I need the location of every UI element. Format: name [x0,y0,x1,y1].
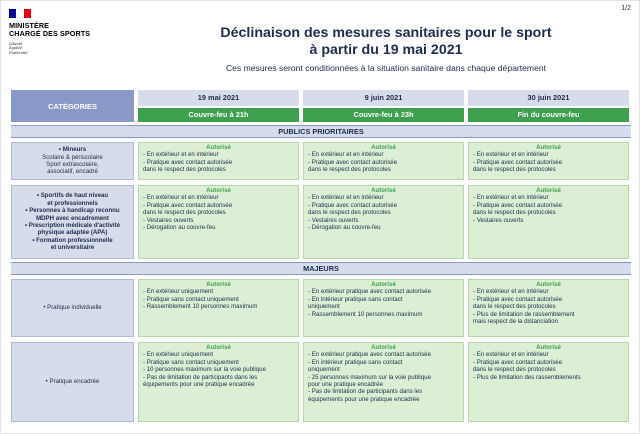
measure-cell [468,279,629,337]
measure-cell [303,142,464,180]
measure-cell [303,279,464,337]
measure-cell [468,142,629,180]
page-number: 1/2 [621,5,631,12]
measure-text: - En extérieur et en intérieur - Pratique avec contact autorisée dans le respect des protocoles - Plus de limitation des rassemblements [473,351,581,381]
measure-text: - En extérieur et en intérieur - Pratique avec contact autorisée dans le respect des protocoles [473,151,563,174]
measure-cell [468,342,629,422]
measure-text: - En extérieur pratique avec contact autorisée - En intérieur pratique sans contact uniquement - 25 personnes maximum sur la voie publique pour une pratique encadrée - Pas de limitation de participants dans les équipements pour une pratique encadrée [308,351,431,403]
table-row [11,279,631,337]
measure-text: - En extérieur uniquement - Pratique sans contact uniquement - 10 personnes maximum sur la voie publique - Pas de limitation de participants dans les équipements pour une pratique encadrée [143,351,266,389]
status-label: Autorisé [206,344,231,351]
logo-line-1: MINISTÈRE [9,21,50,30]
status-label: Autorisé [536,187,561,194]
status-label: Autorisé [536,344,561,351]
measure-text: - En extérieur et en intérieur - Pratique avec contact autorisée dans le respect des protocoles [143,151,233,174]
measure-text: - En extérieur et en intérieur - Pratique avec contact autorisée dans le respect des protocoles - Vestaires ouverts - Dérogation au couvre-feu [143,194,233,232]
page-subtitle: Ces mesures seront conditionnées à la situation sanitaire dans chaque département [225,63,547,73]
categories-header: CATÉGORIES [11,90,134,122]
column-header-2 [303,90,464,122]
status-label: Autorisé [371,281,396,288]
measure-cell [138,185,299,259]
measure-text: - En extérieur et en intérieur - Pratique avec contact autorisée dans le respect des protocoles [308,151,398,174]
logo-motto: Liberté Égalité Fraternité [9,42,28,55]
date-label: 19 mai 2021 [138,90,299,106]
status-label: Autorisé [206,187,231,194]
measure-cell [138,279,299,337]
status-label: Autorisé [536,144,561,151]
status-label: Autorisé [206,144,231,151]
table-row [11,185,631,259]
curfew-label: Fin du couvre-feu [468,108,629,122]
table-row [11,342,631,422]
measure-cell [303,342,464,422]
logo-line-2: CHARGÉ DES SPORTS [9,29,91,38]
curfew-label: Couvre-feu à 21h [138,108,299,122]
section-header-publics-prioritaires: PUBLICS PRIORITAIRES [11,125,631,138]
measure-text: - En extérieur uniquement - Pratique sans contact uniquement - Rassemblement 10 personnes maximum [143,288,258,311]
category-cell: • Sportifs de haut niveau et professionnels • Personnes à handicap reconnu MDPH avec encadrement • Prescription médicale d'activité physique adaptée (APA) • Formation professionnelle et universitaire [11,185,134,259]
category-cell: • Pratique encadrée [11,342,134,422]
ministry-logo [9,9,129,55]
measures-table [11,90,631,422]
date-label: 30 juin 2021 [468,90,629,106]
measure-text: - En extérieur pratique avec contact autorisée - En intérieur pratique sans contact uniquement - Rassemblement 10 personnes maximum [308,288,431,318]
measure-cell [138,142,299,180]
table-header [11,90,631,122]
status-label: Autorisé [371,187,396,194]
page-title: Déclinaison des mesures sanitaires pour le sport à partir du 19 mai 2021 [220,25,552,58]
status-label: Autorisé [206,281,231,288]
date-label: 9 juin 2021 [303,90,464,106]
measure-cell [468,185,629,259]
measure-text: - En extérieur et en intérieur - Pratique avec contact autorisée dans le respect des protocoles - Vestaires ouverts [473,194,563,224]
measure-cell [138,342,299,422]
category-cell: • Mineurs Scolaire & périscolaire Sport extrascolaire, associatif, encadré [11,142,134,180]
column-header-3 [468,90,629,122]
curfew-label: Couvre-feu à 23h [303,108,464,122]
table-row [11,142,631,180]
status-label: Autorisé [371,144,396,151]
section-header-majeurs: MAJEURS [11,262,631,275]
marianne-flag-icon [9,9,31,18]
measure-cell [303,185,464,259]
column-header-1 [138,90,299,122]
measure-text: - En extérieur et en intérieur - Pratique avec contact autorisée dans le respect des protocoles - Vestaires ouverts - Dérogation au couvre-feu [308,194,398,232]
status-label: Autorisé [371,344,396,351]
measure-text: - En extérieur et en intérieur - Pratique avec contact autorisée dans le respect des protocoles - Plus de limitation de rassemblement mais respect de la distanciation [473,288,575,326]
status-label: Autorisé [536,281,561,288]
category-cell: • Pratique individuelle [11,279,134,337]
